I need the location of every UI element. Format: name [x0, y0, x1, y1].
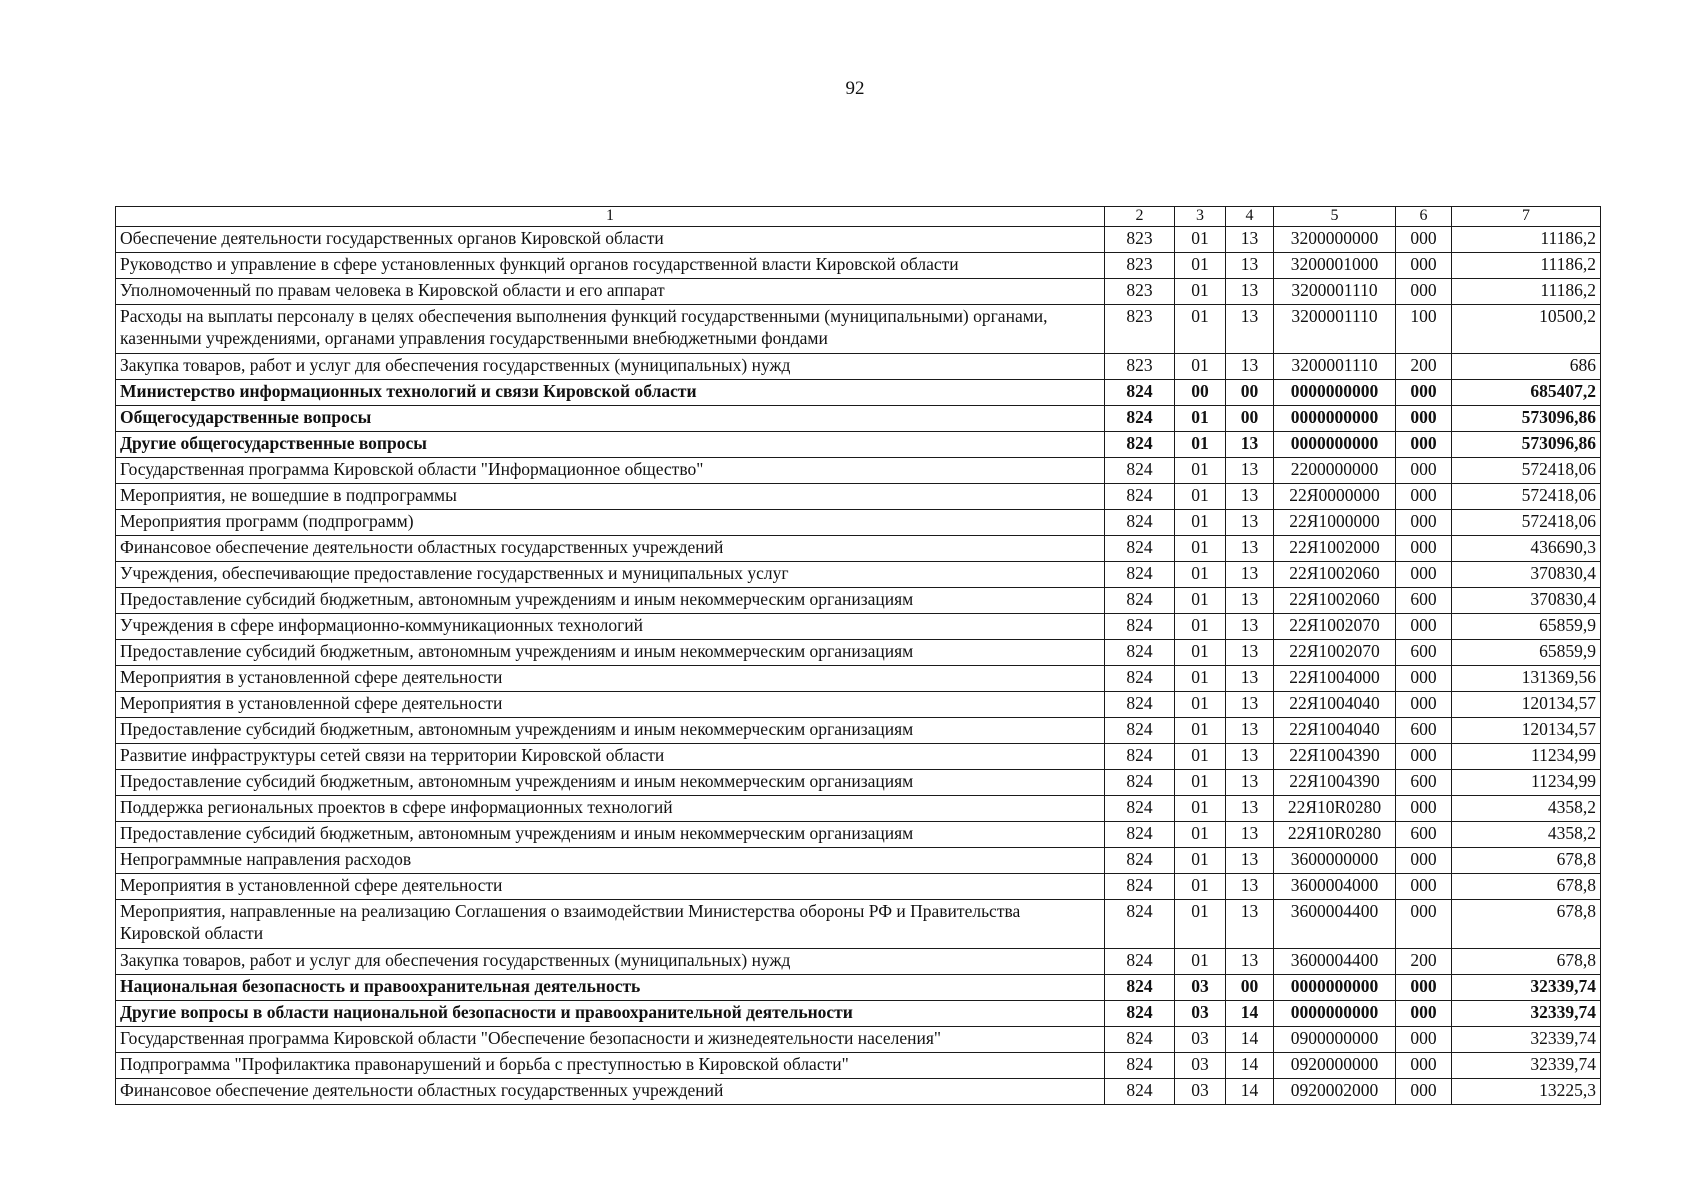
row-name-cell: Учреждения в сфере информационно-коммуникационных технологий [116, 614, 1105, 640]
row-code-cell: 824 [1105, 1079, 1175, 1105]
row-amount-cell: 370830,4 [1452, 562, 1601, 588]
table-row [116, 874, 1601, 900]
row-target-article-cell: 22Я1002070 [1274, 640, 1396, 666]
column-header-3: 3 [1175, 207, 1226, 227]
table-row [116, 770, 1601, 796]
row-target-article-cell: 22Я1004000 [1274, 666, 1396, 692]
row-section-cell: 01 [1175, 692, 1226, 718]
row-target-article-cell: 22Я1002070 [1274, 614, 1396, 640]
table-row [116, 380, 1601, 406]
row-amount-cell: 11186,2 [1452, 253, 1601, 279]
row-name-cell: Мероприятия в установленной сфере деятельности [116, 666, 1105, 692]
row-subsection-cell: 13 [1226, 744, 1274, 770]
row-amount-cell: 13225,3 [1452, 1079, 1601, 1105]
table-row [116, 744, 1601, 770]
row-section-cell: 01 [1175, 718, 1226, 744]
row-name-cell: Мероприятия программ (подпрограмм) [116, 510, 1105, 536]
row-target-article-cell: 22Я1000000 [1274, 510, 1396, 536]
row-name-cell: Расходы на выплаты персоналу в целях обеспечения выполнения функций государственными (муниципальными) органами, казенными учреждениями, органами управления государственными внебюджетными фондами [116, 305, 1105, 354]
column-header-7: 7 [1452, 207, 1601, 227]
row-expense-type-cell: 000 [1396, 458, 1452, 484]
row-subsection-cell: 13 [1226, 900, 1274, 949]
row-name-cell: Мероприятия в установленной сфере деятельности [116, 692, 1105, 718]
row-section-cell: 01 [1175, 770, 1226, 796]
row-subsection-cell: 14 [1226, 1053, 1274, 1079]
row-expense-type-cell: 000 [1396, 406, 1452, 432]
row-code-cell: 824 [1105, 770, 1175, 796]
row-code-cell: 824 [1105, 1027, 1175, 1053]
row-section-cell: 01 [1175, 536, 1226, 562]
row-name-cell: Развитие инфраструктуры сетей связи на территории Кировской области [116, 744, 1105, 770]
row-subsection-cell: 13 [1226, 588, 1274, 614]
table-row [116, 1079, 1601, 1105]
row-subsection-cell: 13 [1226, 796, 1274, 822]
row-section-cell: 01 [1175, 484, 1226, 510]
row-name-cell: Непрограммные направления расходов [116, 848, 1105, 874]
row-section-cell: 01 [1175, 900, 1226, 949]
row-expense-type-cell: 000 [1396, 536, 1452, 562]
row-section-cell: 01 [1175, 510, 1226, 536]
row-amount-cell: 572418,06 [1452, 484, 1601, 510]
row-amount-cell: 678,8 [1452, 900, 1601, 949]
row-code-cell: 823 [1105, 305, 1175, 354]
row-expense-type-cell: 600 [1396, 588, 1452, 614]
row-target-article-cell: 3200000000 [1274, 227, 1396, 253]
row-code-cell: 824 [1105, 510, 1175, 536]
row-code-cell: 824 [1105, 640, 1175, 666]
row-code-cell: 824 [1105, 666, 1175, 692]
column-header-4: 4 [1226, 207, 1274, 227]
row-section-cell: 01 [1175, 848, 1226, 874]
table-row [116, 1053, 1601, 1079]
row-amount-cell: 65859,9 [1452, 640, 1601, 666]
row-target-article-cell: 3200001110 [1274, 354, 1396, 380]
table-row [116, 484, 1601, 510]
row-code-cell: 824 [1105, 562, 1175, 588]
row-subsection-cell: 13 [1226, 227, 1274, 253]
row-subsection-cell: 13 [1226, 949, 1274, 975]
row-expense-type-cell: 000 [1396, 1027, 1452, 1053]
row-expense-type-cell: 000 [1396, 227, 1452, 253]
table-row [116, 227, 1601, 253]
row-target-article-cell: 3600000000 [1274, 848, 1396, 874]
row-code-cell: 824 [1105, 874, 1175, 900]
row-amount-cell: 32339,74 [1452, 975, 1601, 1001]
row-expense-type-cell: 000 [1396, 692, 1452, 718]
table-row [116, 796, 1601, 822]
row-expense-type-cell: 000 [1396, 900, 1452, 949]
row-name-cell: Мероприятия, не вошедшие в подпрограммы [116, 484, 1105, 510]
row-expense-type-cell: 000 [1396, 562, 1452, 588]
row-target-article-cell: 0000000000 [1274, 406, 1396, 432]
row-expense-type-cell: 000 [1396, 380, 1452, 406]
row-amount-cell: 65859,9 [1452, 614, 1601, 640]
row-name-cell: Закупка товаров, работ и услуг для обеспечения государственных (муниципальных) нужд [116, 354, 1105, 380]
row-code-cell: 823 [1105, 253, 1175, 279]
row-code-cell: 824 [1105, 796, 1175, 822]
row-expense-type-cell: 200 [1396, 949, 1452, 975]
row-amount-cell: 573096,86 [1452, 406, 1601, 432]
row-amount-cell: 32339,74 [1452, 1053, 1601, 1079]
row-target-article-cell: 22Я1002060 [1274, 588, 1396, 614]
row-amount-cell: 120134,57 [1452, 692, 1601, 718]
row-target-article-cell: 0000000000 [1274, 975, 1396, 1001]
row-code-cell: 824 [1105, 484, 1175, 510]
row-section-cell: 01 [1175, 666, 1226, 692]
row-name-cell: Национальная безопасность и правоохранительная деятельность [116, 975, 1105, 1001]
row-expense-type-cell: 000 [1396, 848, 1452, 874]
row-amount-cell: 4358,2 [1452, 822, 1601, 848]
row-code-cell: 824 [1105, 900, 1175, 949]
row-name-cell: Государственная программа Кировской области "Информационное общество" [116, 458, 1105, 484]
table-header-row [116, 207, 1601, 227]
row-name-cell: Мероприятия, направленные на реализацию Соглашения о взаимодействии Министерства обороны РФ и Правительства Кировской области [116, 900, 1105, 949]
table-row [116, 536, 1601, 562]
row-expense-type-cell: 200 [1396, 354, 1452, 380]
row-target-article-cell: 0900000000 [1274, 1027, 1396, 1053]
row-subsection-cell: 13 [1226, 305, 1274, 354]
row-section-cell: 01 [1175, 874, 1226, 900]
column-header-1: 1 [116, 207, 1105, 227]
row-expense-type-cell: 000 [1396, 975, 1452, 1001]
row-code-cell: 824 [1105, 949, 1175, 975]
row-name-cell: Предоставление субсидий бюджетным, автономным учреждениям и иным некоммерческим организациям [116, 822, 1105, 848]
row-section-cell: 01 [1175, 406, 1226, 432]
row-subsection-cell: 13 [1226, 432, 1274, 458]
table-row [116, 279, 1601, 305]
row-code-cell: 824 [1105, 1053, 1175, 1079]
row-amount-cell: 32339,74 [1452, 1001, 1601, 1027]
row-section-cell: 01 [1175, 822, 1226, 848]
row-code-cell: 824 [1105, 975, 1175, 1001]
row-amount-cell: 10500,2 [1452, 305, 1601, 354]
row-section-cell: 01 [1175, 458, 1226, 484]
table-row [116, 718, 1601, 744]
row-expense-type-cell: 000 [1396, 432, 1452, 458]
table-row [116, 588, 1601, 614]
table-row [116, 432, 1601, 458]
row-subsection-cell: 13 [1226, 640, 1274, 666]
table-row [116, 666, 1601, 692]
row-expense-type-cell: 000 [1396, 279, 1452, 305]
row-expense-type-cell: 000 [1396, 666, 1452, 692]
row-section-cell: 01 [1175, 796, 1226, 822]
row-section-cell: 03 [1175, 975, 1226, 1001]
row-code-cell: 824 [1105, 718, 1175, 744]
row-code-cell: 824 [1105, 614, 1175, 640]
row-target-article-cell: 22Я1004040 [1274, 692, 1396, 718]
row-name-cell: Другие общегосударственные вопросы [116, 432, 1105, 458]
row-section-cell: 01 [1175, 640, 1226, 666]
row-code-cell: 824 [1105, 1001, 1175, 1027]
row-name-cell: Закупка товаров, работ и услуг для обеспечения государственных (муниципальных) нужд [116, 949, 1105, 975]
row-code-cell: 824 [1105, 380, 1175, 406]
row-name-cell: Предоставление субсидий бюджетным, автономным учреждениям и иным некоммерческим организациям [116, 588, 1105, 614]
row-section-cell: 01 [1175, 432, 1226, 458]
row-amount-cell: 572418,06 [1452, 510, 1601, 536]
row-subsection-cell: 13 [1226, 510, 1274, 536]
table-body [116, 227, 1601, 1105]
row-amount-cell: 370830,4 [1452, 588, 1601, 614]
row-code-cell: 824 [1105, 822, 1175, 848]
row-amount-cell: 11186,2 [1452, 227, 1601, 253]
row-code-cell: 824 [1105, 588, 1175, 614]
row-name-cell: Финансовое обеспечение деятельности областных государственных учреждений [116, 536, 1105, 562]
row-name-cell: Руководство и управление в сфере установленных функций органов государственной власти Кировской области [116, 253, 1105, 279]
row-name-cell: Финансовое обеспечение деятельности областных государственных учреждений [116, 1079, 1105, 1105]
row-section-cell: 03 [1175, 1079, 1226, 1105]
row-section-cell: 01 [1175, 253, 1226, 279]
row-name-cell: Министерство информационных технологий и связи Кировской области [116, 380, 1105, 406]
row-amount-cell: 120134,57 [1452, 718, 1601, 744]
row-subsection-cell: 14 [1226, 1001, 1274, 1027]
row-section-cell: 03 [1175, 1053, 1226, 1079]
column-header-6: 6 [1396, 207, 1452, 227]
row-target-article-cell: 3600004000 [1274, 874, 1396, 900]
table-row [116, 253, 1601, 279]
row-subsection-cell: 13 [1226, 666, 1274, 692]
row-expense-type-cell: 600 [1396, 770, 1452, 796]
row-subsection-cell: 00 [1226, 406, 1274, 432]
row-section-cell: 01 [1175, 744, 1226, 770]
row-name-cell: Предоставление субсидий бюджетным, автономным учреждениям и иным некоммерческим организациям [116, 718, 1105, 744]
row-subsection-cell: 13 [1226, 253, 1274, 279]
row-amount-cell: 11234,99 [1452, 770, 1601, 796]
row-section-cell: 01 [1175, 588, 1226, 614]
column-header-5: 5 [1274, 207, 1396, 227]
row-subsection-cell: 13 [1226, 562, 1274, 588]
row-code-cell: 823 [1105, 227, 1175, 253]
table-row [116, 692, 1601, 718]
row-expense-type-cell: 600 [1396, 640, 1452, 666]
row-code-cell: 824 [1105, 432, 1175, 458]
row-subsection-cell: 13 [1226, 822, 1274, 848]
row-code-cell: 824 [1105, 744, 1175, 770]
row-amount-cell: 686 [1452, 354, 1601, 380]
row-target-article-cell: 2200000000 [1274, 458, 1396, 484]
row-expense-type-cell: 000 [1396, 744, 1452, 770]
row-target-article-cell: 22Я10R0280 [1274, 796, 1396, 822]
table-row [116, 949, 1601, 975]
row-subsection-cell: 14 [1226, 1079, 1274, 1105]
row-subsection-cell: 00 [1226, 380, 1274, 406]
row-target-article-cell: 22Я0000000 [1274, 484, 1396, 510]
row-expense-type-cell: 600 [1396, 718, 1452, 744]
row-section-cell: 01 [1175, 614, 1226, 640]
row-subsection-cell: 14 [1226, 1027, 1274, 1053]
page-number: 92 [845, 78, 865, 99]
row-subsection-cell: 13 [1226, 458, 1274, 484]
row-code-cell: 823 [1105, 354, 1175, 380]
row-expense-type-cell: 000 [1396, 614, 1452, 640]
row-amount-cell: 678,8 [1452, 874, 1601, 900]
row-subsection-cell: 13 [1226, 536, 1274, 562]
row-section-cell: 01 [1175, 562, 1226, 588]
row-amount-cell: 685407,2 [1452, 380, 1601, 406]
row-expense-type-cell: 600 [1396, 822, 1452, 848]
table-row [116, 562, 1601, 588]
row-section-cell: 01 [1175, 305, 1226, 354]
table-row [116, 305, 1601, 354]
row-name-cell: Другие вопросы в области национальной безопасности и правоохранительной деятельности [116, 1001, 1105, 1027]
table-row [116, 1027, 1601, 1053]
row-subsection-cell: 13 [1226, 718, 1274, 744]
row-target-article-cell: 0000000000 [1274, 380, 1396, 406]
row-expense-type-cell: 000 [1396, 874, 1452, 900]
row-target-article-cell: 0000000000 [1274, 1001, 1396, 1027]
table-row [116, 640, 1601, 666]
row-name-cell: Поддержка региональных проектов в сфере информационных технологий [116, 796, 1105, 822]
row-subsection-cell: 13 [1226, 354, 1274, 380]
table-row [116, 510, 1601, 536]
table-row [116, 406, 1601, 432]
table-row [116, 900, 1601, 949]
row-code-cell: 823 [1105, 279, 1175, 305]
row-subsection-cell: 13 [1226, 874, 1274, 900]
row-subsection-cell: 13 [1226, 848, 1274, 874]
row-amount-cell: 11234,99 [1452, 744, 1601, 770]
column-header-2: 2 [1105, 207, 1175, 227]
row-code-cell: 824 [1105, 536, 1175, 562]
row-target-article-cell: 22Я1002000 [1274, 536, 1396, 562]
row-name-cell: Общегосударственные вопросы [116, 406, 1105, 432]
row-target-article-cell: 22Я1004390 [1274, 770, 1396, 796]
row-amount-cell: 573096,86 [1452, 432, 1601, 458]
row-subsection-cell: 13 [1226, 279, 1274, 305]
table-row [116, 458, 1601, 484]
row-name-cell: Мероприятия в установленной сфере деятельности [116, 874, 1105, 900]
row-amount-cell: 678,8 [1452, 848, 1601, 874]
row-target-article-cell: 22Я1004040 [1274, 718, 1396, 744]
row-amount-cell: 572418,06 [1452, 458, 1601, 484]
row-expense-type-cell: 000 [1396, 1079, 1452, 1105]
row-code-cell: 824 [1105, 848, 1175, 874]
row-code-cell: 824 [1105, 692, 1175, 718]
table-row [116, 975, 1601, 1001]
row-amount-cell: 436690,3 [1452, 536, 1601, 562]
row-name-cell: Предоставление субсидий бюджетным, автономным учреждениям и иным некоммерческим организациям [116, 640, 1105, 666]
row-target-article-cell: 3200001110 [1274, 279, 1396, 305]
row-target-article-cell: 0000000000 [1274, 432, 1396, 458]
row-section-cell: 01 [1175, 279, 1226, 305]
row-name-cell: Уполномоченный по правам человека в Кировской области и его аппарат [116, 279, 1105, 305]
table-row [116, 614, 1601, 640]
row-subsection-cell: 00 [1226, 975, 1274, 1001]
row-expense-type-cell: 000 [1396, 510, 1452, 536]
row-amount-cell: 4358,2 [1452, 796, 1601, 822]
row-name-cell: Обеспечение деятельности государственных органов Кировской области [116, 227, 1105, 253]
row-section-cell: 03 [1175, 1027, 1226, 1053]
row-amount-cell: 32339,74 [1452, 1027, 1601, 1053]
row-expense-type-cell: 000 [1396, 1053, 1452, 1079]
row-target-article-cell: 3200001000 [1274, 253, 1396, 279]
row-section-cell: 00 [1175, 380, 1226, 406]
row-expense-type-cell: 000 [1396, 796, 1452, 822]
row-target-article-cell: 22Я1004390 [1274, 744, 1396, 770]
row-expense-type-cell: 000 [1396, 253, 1452, 279]
row-subsection-cell: 13 [1226, 614, 1274, 640]
row-amount-cell: 678,8 [1452, 949, 1601, 975]
table-row [116, 822, 1601, 848]
row-expense-type-cell: 000 [1396, 1001, 1452, 1027]
row-expense-type-cell: 000 [1396, 484, 1452, 510]
row-amount-cell: 11186,2 [1452, 279, 1601, 305]
table-row [116, 1001, 1601, 1027]
row-subsection-cell: 13 [1226, 692, 1274, 718]
budget-table [115, 206, 1601, 1105]
row-amount-cell: 131369,56 [1452, 666, 1601, 692]
row-subsection-cell: 13 [1226, 484, 1274, 510]
row-section-cell: 01 [1175, 227, 1226, 253]
row-target-article-cell: 22Я10R0280 [1274, 822, 1396, 848]
row-target-article-cell: 0920000000 [1274, 1053, 1396, 1079]
row-section-cell: 01 [1175, 949, 1226, 975]
row-name-cell: Государственная программа Кировской области "Обеспечение безопасности и жизнедеятельности населения" [116, 1027, 1105, 1053]
row-section-cell: 03 [1175, 1001, 1226, 1027]
row-section-cell: 01 [1175, 354, 1226, 380]
table-row [116, 848, 1601, 874]
row-subsection-cell: 13 [1226, 770, 1274, 796]
row-target-article-cell: 3200001110 [1274, 305, 1396, 354]
row-name-cell: Учреждения, обеспечивающие предоставление государственных и муниципальных услуг [116, 562, 1105, 588]
row-target-article-cell: 3600004400 [1274, 949, 1396, 975]
row-name-cell: Предоставление субсидий бюджетным, автономным учреждениям и иным некоммерческим организациям [116, 770, 1105, 796]
row-expense-type-cell: 100 [1396, 305, 1452, 354]
row-code-cell: 824 [1105, 406, 1175, 432]
table-row [116, 354, 1601, 380]
row-target-article-cell: 0920002000 [1274, 1079, 1396, 1105]
row-name-cell: Подпрограмма "Профилактика правонарушений и борьба с преступностью в Кировской области" [116, 1053, 1105, 1079]
row-target-article-cell: 3600004400 [1274, 900, 1396, 949]
row-target-article-cell: 22Я1002060 [1274, 562, 1396, 588]
row-code-cell: 824 [1105, 458, 1175, 484]
